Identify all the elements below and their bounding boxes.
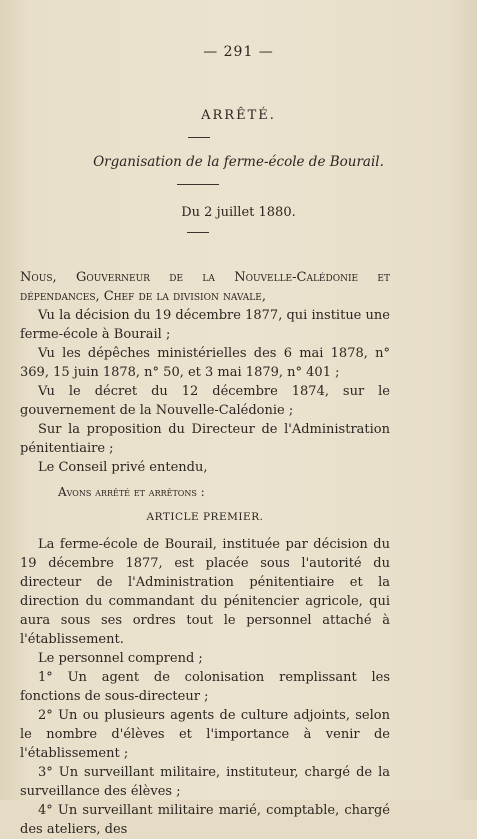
considerant-paragraph: Vu le décret du 12 décembre 1874, sur le gouvernement de la Nouvelle-Calédonie ; [20,384,390,418]
subtitle-divider [177,184,219,185]
list-item: 2° Un ou plusieurs agents de culture adjoints, selon le nombre d'élèves et l'importance à venir de l'établissement ; [20,708,390,761]
document-subtitle: Organisation de la ferme-école de Bourail. [93,154,384,170]
considerant-paragraph: Sur la proposition du Directeur de l'Administration pénitentiaire ; [20,422,390,456]
document-body [20,268,390,839]
page-number: — 291 — [203,44,274,60]
article-paragraph: Le personnel comprend ; [38,651,203,666]
document-title: ARRÊTÉ. [201,108,276,123]
title-divider [188,137,210,138]
enacting-clause: Avons arrêté et arrêtons : [58,485,205,499]
document-date: Du 2 juillet 1880. [181,205,296,220]
list-item: 3° Un surveillant militaire, instituteur, chargé de la surveillance des élèves ; [20,765,390,799]
date-divider [187,232,209,233]
article-paragraph: La ferme-école de Bourail, instituée par décision du 19 décembre 1877, est placée sous l'autorité du directeur de l'Administration pénitentiaire et la direction du commandant du pénitencier agricole, qui aura sous ses ordres tout le personnel attaché à l'établissement. [20,537,390,647]
considerant-paragraph: Vu la décision du 19 décembre 1877, qui institue une ferme-école à Bourail ; [20,308,390,342]
list-item: 1° Un agent de colonisation remplissant les fonctions de sous-directeur ; [20,670,390,704]
considerant-paragraph: Le Conseil privé entendu, [38,460,208,475]
article-heading: ARTICLE PREMIER. [146,511,264,523]
preamble-paragraph: Nous, Gouverneur de la Nouvelle-Calédonie et dépendances, Chef de la division navale, [20,270,390,304]
considerant-paragraph: Vu les dépêches ministérielles des 6 mai 1878, n° 369, 15 juin 1878, n° 50, et 3 mai 1879, n° 401 ; [20,346,390,380]
list-item: 4° Un surveillant militaire marié, comptable, chargé des ateliers, des [20,803,390,837]
